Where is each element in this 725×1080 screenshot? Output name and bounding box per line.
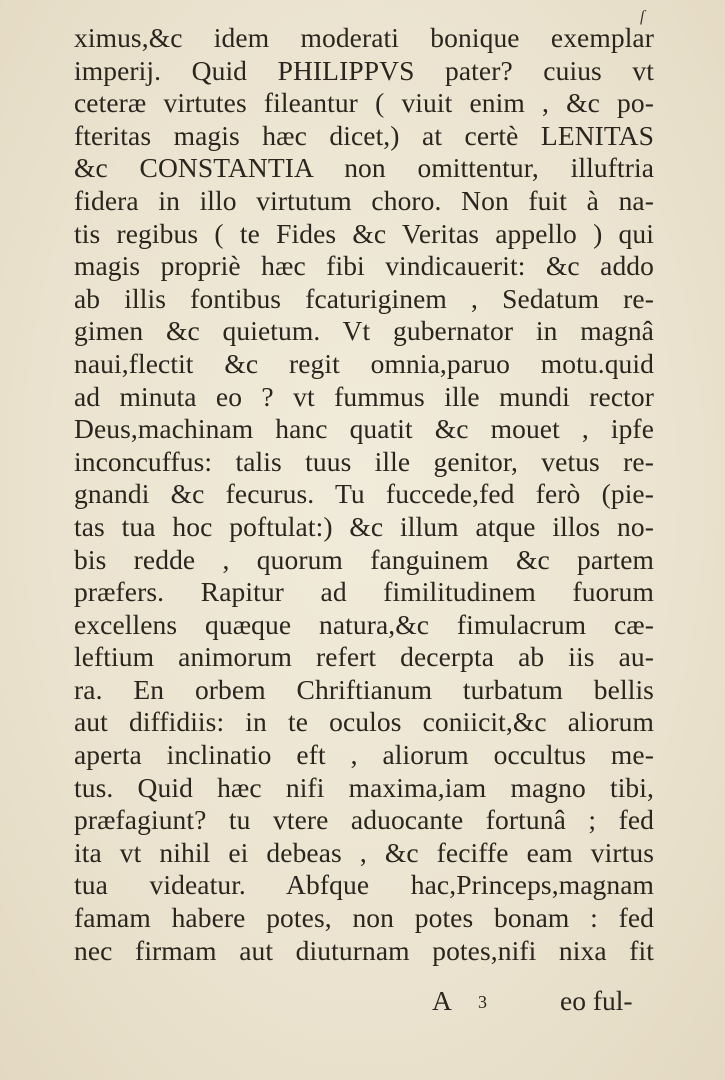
text-line: nec firmam aut diuturnam potes,nifi nixa fit [74, 934, 654, 966]
body-text [74, 22, 654, 967]
text-line: famam habere potes, non potes bonam : fed [74, 902, 654, 934]
text-line: inconcuffus: talis tuus ille genitor, vetus re- [74, 445, 654, 477]
text-line: ximus,&c idem moderati bonique exemplar [74, 22, 654, 53]
text-line: ad minuta eo ? vt fummus ille mundi rector [74, 380, 654, 412]
text-line: tis regibus ( te Fides &c Veritas appello ) qui [74, 217, 654, 249]
text-line: præfagiunt? tu vtere aduocante fortunâ ; fed [74, 804, 654, 836]
text-line: naui,flectit &c regit omnia,paruo motu.quid [74, 347, 654, 379]
text-line: leftium animorum refert decerpta ab iis au- [74, 641, 654, 673]
corner-mark: ſ [640, 8, 645, 25]
text-line: ab illis fontibus fcaturiginem , Sedatum re- [74, 282, 654, 314]
text-line: Deus,machinam hanc quatit &c mouet , ipfe [74, 413, 654, 445]
text-line: &c CONSTANTIA non omittentur, illuftria [74, 152, 654, 184]
text-line: fidera in illo virtutum choro. Non fuit à na- [74, 184, 654, 216]
text-line: ceteræ virtutes fileantur ( viuit enim , &c po- [74, 87, 654, 119]
text-line: ita vt nihil ei debeas , &c feciffe eam virtus [74, 836, 654, 868]
text-line: tus. Quid hæc nifi maxima,iam magno tibi, [74, 771, 654, 803]
text-line: gnandi &c fecurus. Tu fuccede,fed ferò (pie- [74, 478, 654, 510]
text-line: tas tua hoc poftulat:) &c illum atque illos no- [74, 510, 654, 542]
text-line: præfers. Rapitur ad fimilitudinem fuorum [74, 576, 654, 608]
text-line: fteritas magis hæc dicet,) at certè LENITAS [74, 119, 654, 151]
signature-mark: A [432, 985, 454, 1016]
text-line: aut diffidiis: in te oculos coniicit,&c aliorum [74, 706, 654, 738]
text-line: aperta inclinatio eft , aliorum occultus me- [74, 739, 654, 771]
catchword: eo ful- [560, 985, 633, 1016]
text-line: magis propriè hæc fibi vindicauerit: &c addo [74, 250, 654, 282]
text-line: bis redde , quorum fanguinem &c partem [74, 543, 654, 575]
text-line: excellens quæque natura,&c fimulacrum cæ- [74, 608, 654, 640]
text-line: imperij. Quid PHILIPPVS pater? cuius vt [74, 54, 654, 86]
signature-number: 3 [478, 992, 487, 1012]
page-footer [74, 985, 654, 1019]
text-line: gimen &c quietum. Vt gubernator in magnâ [74, 315, 654, 347]
text-line: ra. En orbem Chriftianum turbatum bellis [74, 673, 654, 705]
text-line: tua videatur. Abfque hac,Princeps,magnam [74, 869, 654, 901]
